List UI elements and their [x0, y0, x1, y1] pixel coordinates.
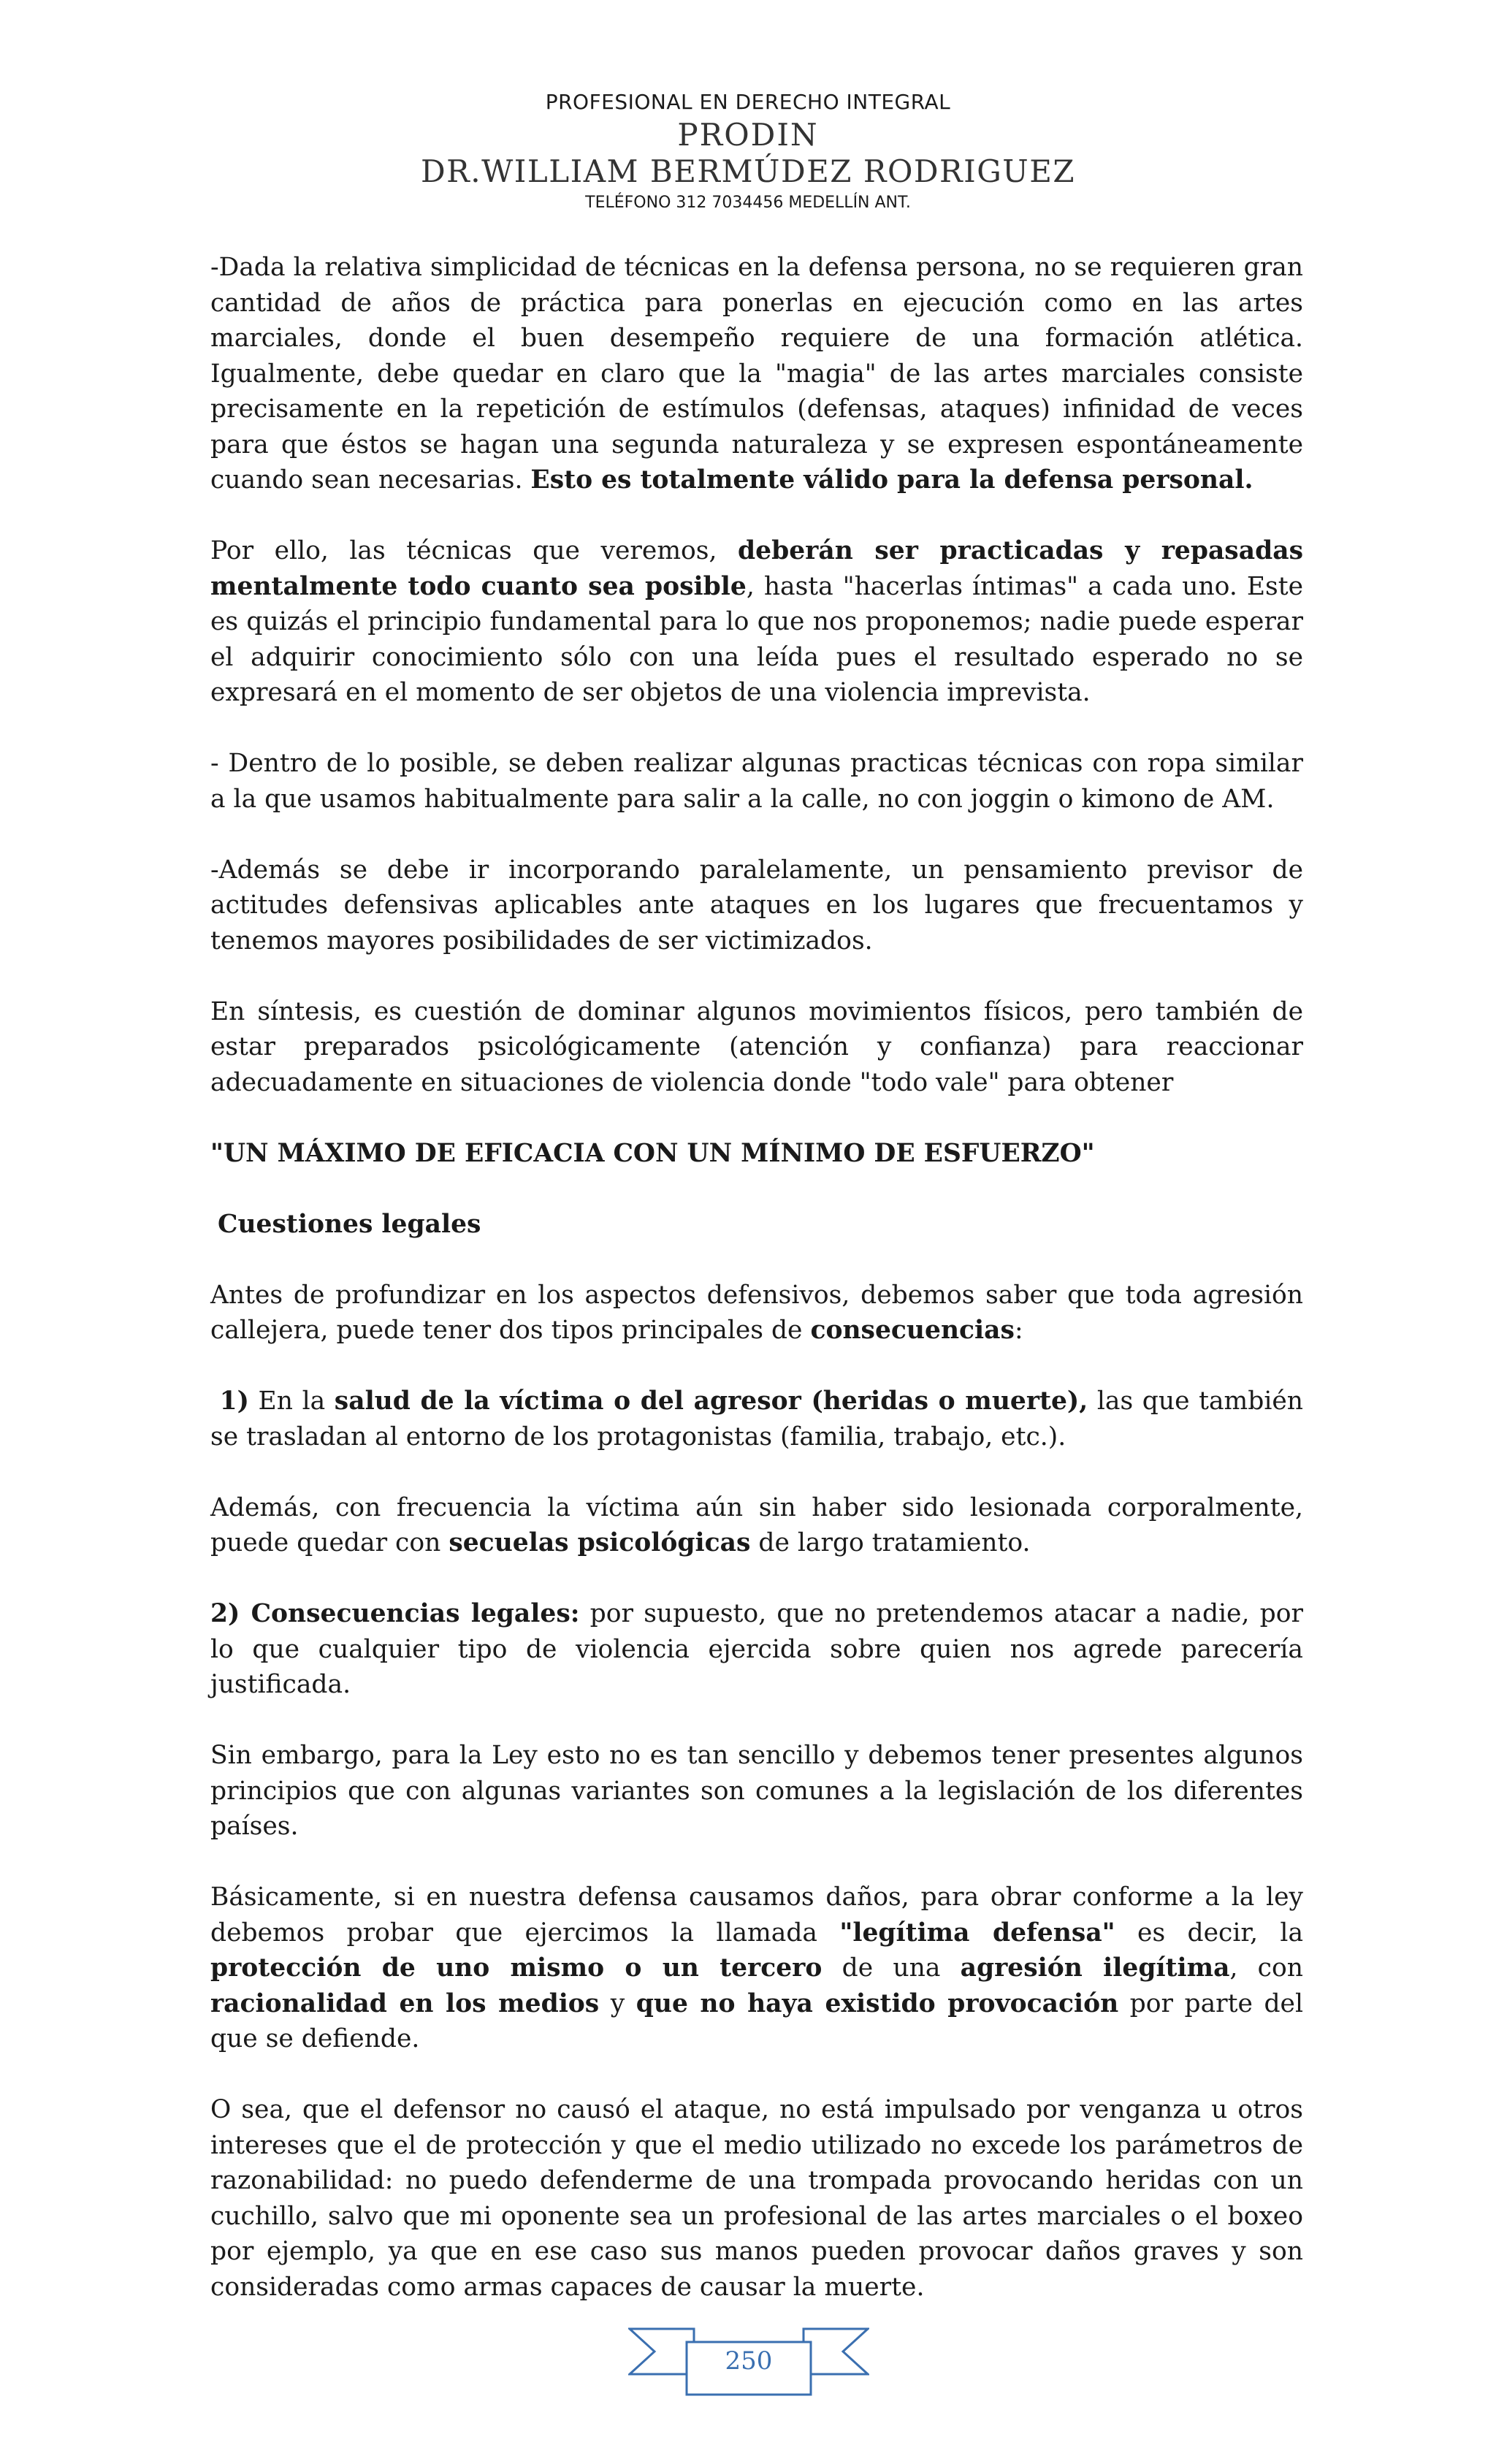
paragraph-10: Sin embargo, para la Ley esto no es tan sencillo y debemos tener presentes algunos principios que con algunas variantes son comunes a la legislación de los diferentes países.: [210, 1741, 1303, 1841]
paragraph-3: - Dentro de lo posible, se deben realizar algunas practicas técnicas con ropa similar a la que usamos habitualmente para salir a la calle, no con joggin o kimono de AM.: [210, 749, 1303, 814]
header-phone: TELÉFONO 312 7034456 MEDELLÍN ANT.: [585, 194, 911, 212]
paragraph-6: Antes de profundizar en los aspectos defensivos, debemos saber que toda agresión callejera, puede tener dos tipos principales de consecuencias:: [210, 1280, 1303, 1345]
paragraph-11: Básicamente, si en nuestra defensa causamos daños, para obrar conforme a la ley debemos probar que ejercimos la llamada "legítima defensa" es decir, la protección de uno mismo o un tercero de una agresión ilegítima, con racionalidad en los medios y que no haya existido provocación por parte del que se defiende.: [210, 1883, 1304, 2053]
paragraph-4: -Además se debe ir incorporando paralelamente, un pensamiento previsor de actitudes defensivas aplicables ante ataques en los lugares que frecuentamos y tenemos mayores posibilidades de ser victimizados.: [210, 855, 1303, 956]
header-author-name: DR.WILLIAM BERMÚDEZ RODRIGUEZ: [420, 153, 1076, 189]
paragraph-1-emphasis: Esto es totalmente válido para la defensa personal.: [530, 465, 1253, 495]
paragraph-5: En síntesis, es cuestión de dominar algunos movimientos físicos, pero también de estar preparados psicológicamente (atención y confianza) para reaccionar adecuadamente en situaciones de violencia donde "todo vale" para obtener: [210, 996, 1303, 1097]
paragraph-2-emphasis: deberán ser practicadas y repasadas mentalmente todo cuanto sea posible: [210, 536, 1303, 601]
paragraph-1: -Dada la relativa simplicidad de técnicas en la defensa persona, no se requieren gran cantidad de años de práctica para ponerlas en ejecución como en las artes marciales, donde el buen desempeño requiere de una formación atlética. Igualmente, debe quedar en claro que la "magia" de las artes marciales consiste precisamente en la repetición de estímulos (defensas, ataques) infinidad de veces para que éstos se hagan una segunda naturaleza y se expresen espontáneamente cuando sean necesarias. Esto es totalmente válido para la defensa personal.: [210, 253, 1303, 495]
page-footer: [628, 2314, 869, 2409]
paragraph-7: 1) En la salud de la víctima o del agresor (heridas o muerte), las que también se trasladan al entorno de los protagonistas (familia, trabajo, etc.).: [210, 1387, 1304, 1452]
page-body: [210, 250, 1303, 2341]
header-profession: PROFESIONAL EN DERECHO INTEGRAL: [545, 90, 951, 114]
paragraph-9: 2) Consecuencias legales: por supuesto, que no pretendemos atacar a nadie, por lo que cualquier tipo de violencia ejercida sobre quien nos agrede parecería justificada.: [210, 1599, 1303, 1699]
motto-heading: "UN MÁXIMO DE EFICACIA CON UN MÍNIMO DE ESFUERZO": [210, 1138, 1095, 1168]
list-number-2: 2) Consecuencias legales:: [210, 1599, 580, 1628]
paragraph-2: Por ello, las técnicas que veremos, deberán ser practicadas y repasadas mentalmente todo cuanto sea posible, hasta "hacerlas íntimas" a cada uno. Este es quizás el principio fundamental para lo que nos proponemos; nadie puede esperar el adquirir conocimiento sólo con una leída pues el resultado esperado no se expresará en el momento de ser objetos de una violencia imprevista.: [210, 536, 1304, 707]
section-heading-legal: Cuestiones legales: [218, 1209, 481, 1239]
list-number-1: 1): [219, 1387, 249, 1416]
paragraph-8: Además, con frecuencia la víctima aún sin haber sido lesionada corporalmente, puede quedar con secuelas psicológicas de largo tratamiento.: [210, 1492, 1303, 1557]
page-number: 250: [725, 2346, 773, 2376]
paragraph-12: O sea, que el defensor no causó el ataque, no está impulsado por venganza u otros intereses que el de protección y que el medio utilizado no excede los parámetros de razonabilidad: no puedo defenderme de una trompada provocando heridas con un cuchillo, salvo que mi oponente sea un profesional de las artes marciales o el boxeo por ejemplo, ya que en ese caso sus manos pueden provocar daños graves y son consideradas como armas capaces de causar la muerte.: [210, 2095, 1303, 2302]
page-header: [0, 88, 1496, 216]
header-firm-name: PRODIN: [677, 117, 819, 153]
